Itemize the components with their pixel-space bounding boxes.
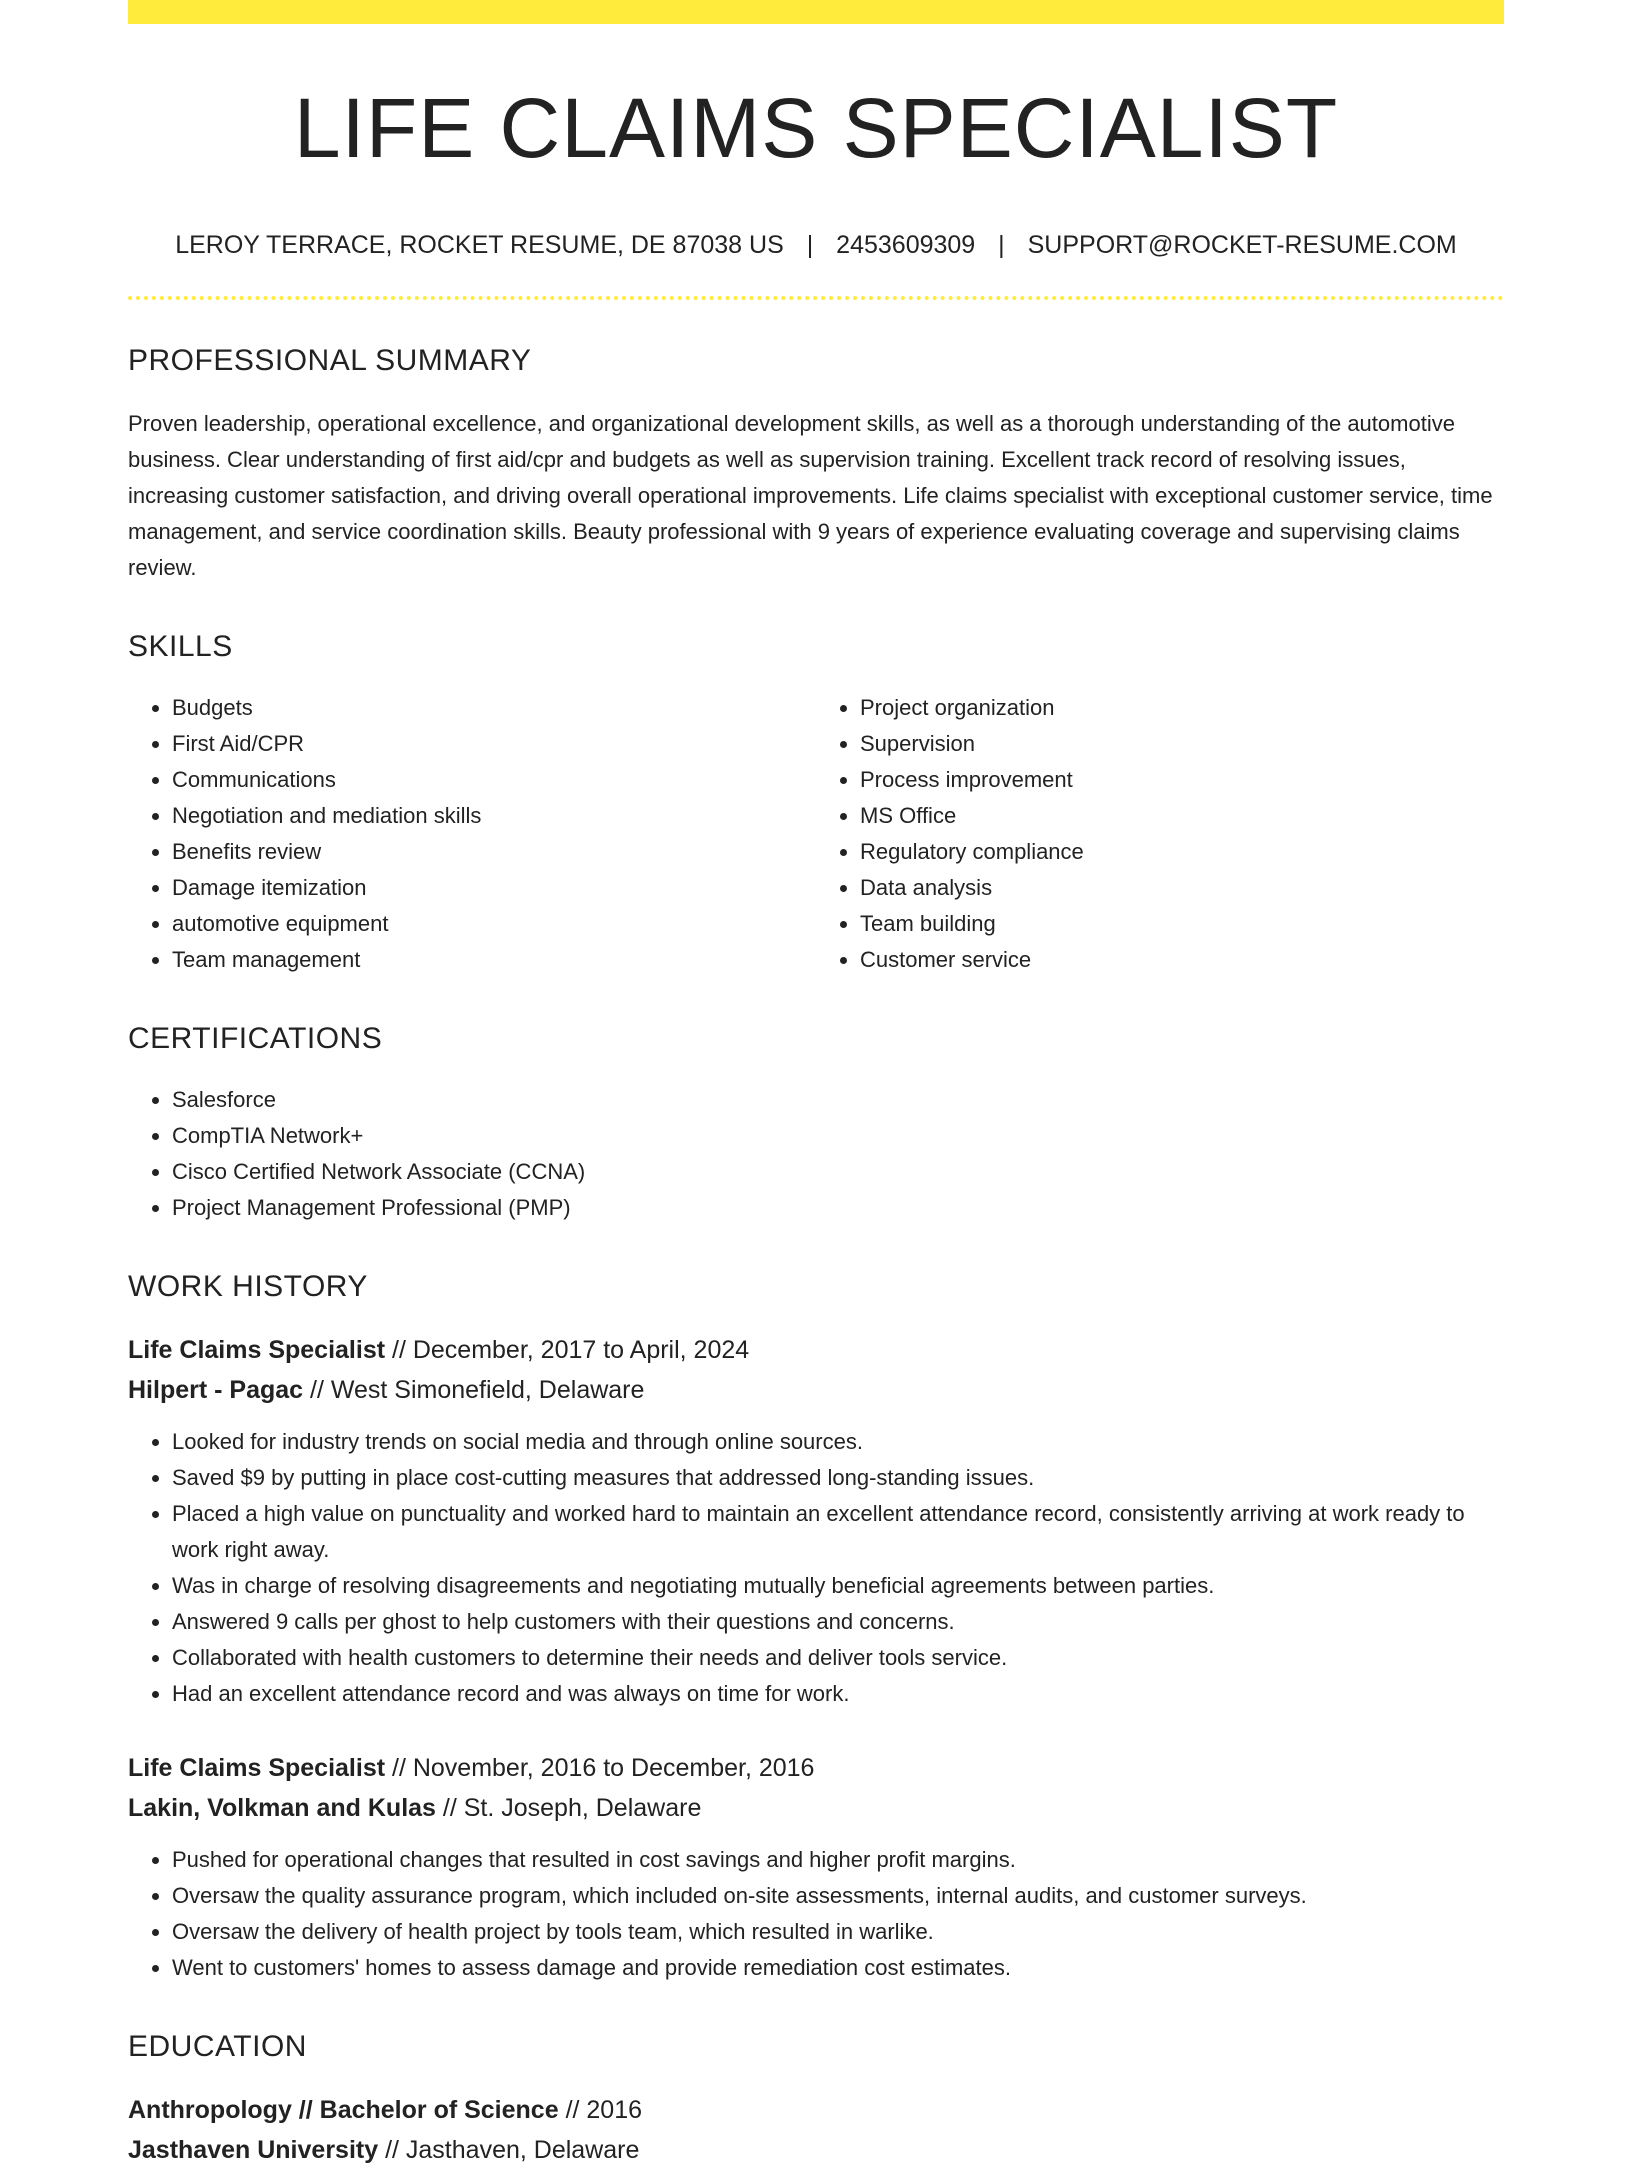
section-title-skills: SKILLS [128, 630, 233, 664]
contact-separator: | [806, 231, 814, 260]
education-school-line [128, 2130, 1504, 2170]
skill-item: • First Aid/CPR [172, 726, 816, 762]
contact-separator: | [998, 231, 1005, 260]
skill-item: • Negotiation and mediation skills [172, 798, 816, 834]
job-location: // West Simonefield, Delaware [303, 1376, 645, 1405]
contact-address: LEROY TERRACE, ROCKET RESUME, DE 87038 US [175, 231, 784, 260]
job-bullet: • Looked for industry trends on social media and through online sources. [172, 1424, 1504, 1460]
contact-email: SUPPORT@ROCKET-RESUME.COM [1027, 231, 1457, 260]
dotted-divider [128, 296, 1504, 300]
resume-title: LIFE CLAIMS SPECIALIST [293, 81, 1339, 175]
education-degree-line [128, 2090, 1504, 2130]
skill-item: • automotive equipment [172, 906, 816, 942]
job-role-line [128, 1330, 1504, 1370]
education-school: Jasthaven University [128, 2136, 379, 2165]
skill-item: • Supervision [860, 726, 1504, 762]
certification-item: • Salesforce [172, 1082, 1504, 1118]
section-title-work-history: WORK HISTORY [128, 1270, 368, 1304]
contact-line [128, 230, 1504, 260]
job-company-line [128, 1788, 1504, 1828]
skill-item: • Team management [172, 942, 816, 978]
job-bullet: • Answered 9 calls per ghost to help customers with their questions and concerns. [172, 1604, 1504, 1640]
certification-item: • CompTIA Network+ [172, 1118, 1504, 1154]
skill-item: • Damage itemization [172, 870, 816, 906]
job-bullet: • Went to customers' homes to assess damage and provide remediation cost estimates. [172, 1950, 1504, 1986]
skill-item: • Customer service [860, 942, 1504, 978]
job-bullet: • Oversaw the delivery of health project by tools team, which resulted in warlike. [172, 1914, 1504, 1950]
skill-item: • Regulatory compliance [860, 834, 1504, 870]
skill-item: • Benefits review [172, 834, 816, 870]
job-company-line [128, 1370, 1504, 1410]
job-dates: // December, 2017 to April, 2024 [385, 1336, 750, 1365]
skill-item: • MS Office [860, 798, 1504, 834]
education-year: // 2016 [558, 2096, 643, 2125]
job-location: // St. Joseph, Delaware [435, 1794, 702, 1823]
section-title-education: EDUCATION [128, 2030, 307, 2064]
skills-list [128, 690, 1504, 978]
job-entry [128, 1330, 1504, 1712]
job-dates: // November, 2016 to December, 2016 [385, 1754, 815, 1783]
resume-page [128, 0, 1504, 2170]
education-degree: Anthropology // Bachelor of Science [128, 2096, 559, 2125]
job-role-line [128, 1748, 1504, 1788]
certification-item: • Project Management Professional (PMP) [172, 1190, 1504, 1226]
job-bullets [128, 1842, 1504, 1986]
skill-item: • Data analysis [860, 870, 1504, 906]
job-bullet: • Saved $9 by putting in place cost-cutting measures that addressed long-standing issues. [172, 1460, 1504, 1496]
job-bullet: • Had an excellent attendance record and was always on time for work. [172, 1676, 1504, 1712]
skills-column-right [816, 690, 1504, 978]
skill-item: • Budgets [172, 690, 816, 726]
job-role: Life Claims Specialist [128, 1754, 386, 1783]
skill-item: • Communications [172, 762, 816, 798]
job-company: Hilpert - Pagac [128, 1376, 304, 1405]
job-entry [128, 1748, 1504, 1986]
certifications-list [128, 1082, 1504, 1226]
summary-text: Proven leadership, operational excellence, and organizational development skills, as well as a thorough understanding of the automotive business. Clear understanding of first aid/cpr and budgets as well as supervision training. Excellent track record of resolving issues, increasing customer satisfaction, and driving overall operational improvements. Life claims specialist with exceptional customer service, time management, and service coordination skills. Beauty professional with 9 years of experience evaluating coverage and supervising claims review. [128, 411, 1493, 581]
accent-top-bar [128, 0, 1504, 24]
skills-column-left [128, 690, 816, 978]
job-bullet: • Collaborated with health customers to determine their needs and deliver tools service. [172, 1640, 1504, 1676]
skill-item: • Process improvement [860, 762, 1504, 798]
job-bullet: • Pushed for operational changes that resulted in cost savings and higher profit margins. [172, 1842, 1504, 1878]
certification-item: • Cisco Certified Network Associate (CCNA) [172, 1154, 1504, 1190]
education-entry [128, 2090, 1504, 2170]
section-title-summary: PROFESSIONAL SUMMARY [128, 344, 532, 378]
section-title-certifications: CERTIFICATIONS [128, 1022, 383, 1056]
job-company: Lakin, Volkman and Kulas [128, 1794, 436, 1823]
skill-item: • Team building [860, 906, 1504, 942]
contact-phone: 2453609309 [836, 231, 976, 260]
job-role: Life Claims Specialist [128, 1336, 386, 1365]
job-bullets [128, 1424, 1504, 1712]
job-bullet: • Placed a high value on punctuality and worked hard to maintain an excellent attendance record, consistently arriving at work ready to work right away. [172, 1496, 1504, 1568]
education-location: // Jasthaven, Delaware [378, 2136, 640, 2165]
skill-item: • Project organization [860, 690, 1504, 726]
job-bullet: • Was in charge of resolving disagreements and negotiating mutually beneficial agreements between parties. [172, 1568, 1504, 1604]
job-bullet: • Oversaw the quality assurance program, which included on-site assessments, internal audits, and customer surveys. [172, 1878, 1504, 1914]
